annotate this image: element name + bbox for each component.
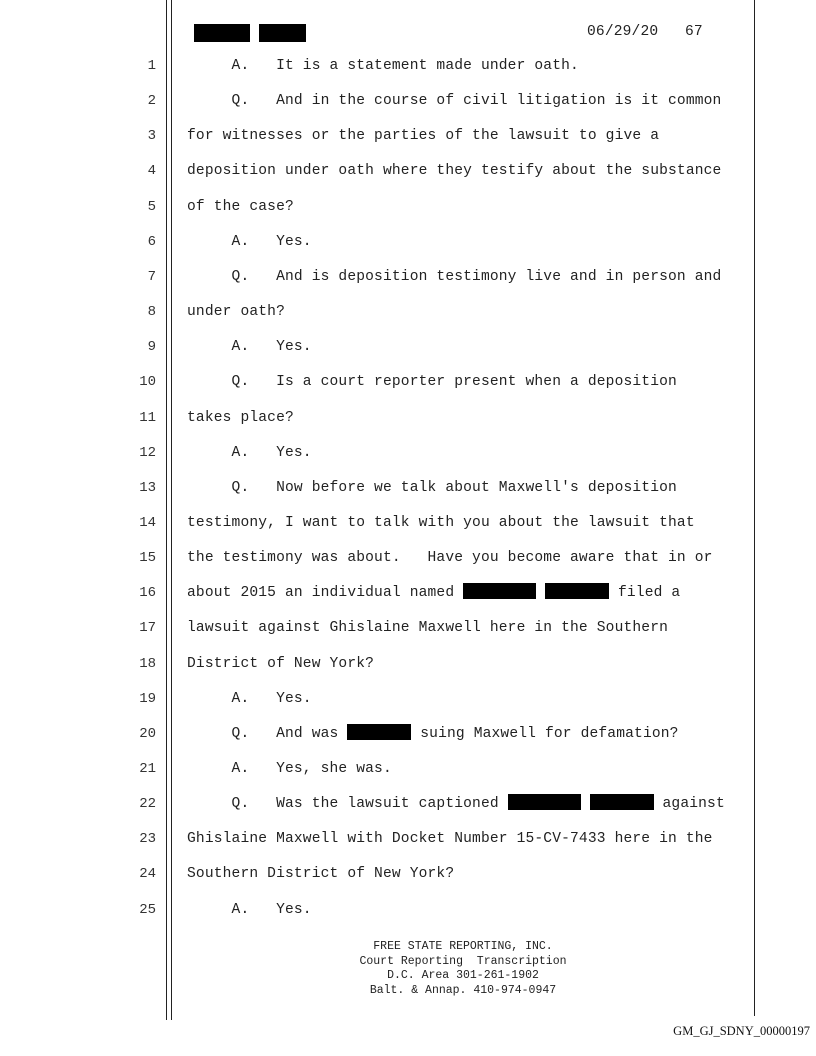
line-number: 10 [139, 374, 156, 390]
transcript-line [187, 337, 312, 357]
line-text-segment: A. Yes. [187, 339, 312, 355]
line-number: 11 [139, 410, 156, 426]
line-text-segment: Q. And is deposition testimony live and in person and [187, 269, 722, 285]
line-number: 8 [147, 304, 156, 320]
redaction-box [508, 794, 581, 810]
line-number: 12 [139, 445, 156, 461]
line-text-segment: A. It is a statement made under oath. [187, 58, 579, 74]
transcript-line [187, 689, 312, 709]
line-text-segment: Ghislaine Maxwell with Docket Number 15-CV-7433 here in the [187, 831, 713, 847]
transcript-line [187, 408, 294, 428]
transcript-line [187, 759, 392, 779]
line-text-segment: District of New York? [187, 656, 375, 672]
line-text-segment: A. Yes. [187, 691, 312, 707]
footer-balt-phone: Balt. & Annap. 410-974-0947 [369, 983, 557, 997]
line-text-segment: A. Yes. [187, 902, 312, 918]
redaction-box [545, 583, 609, 599]
transcript-line [187, 443, 312, 463]
line-number: 25 [139, 902, 156, 918]
line-text-segment: Q. And in the course of civil litigation is it common [187, 93, 722, 109]
left-margin-rule-outer [166, 0, 167, 1020]
line-number: 17 [139, 620, 156, 636]
line-number: 22 [139, 796, 156, 812]
line-text-segment: for witnesses or the parties of the lawsuit to give a [187, 128, 660, 144]
line-text-segment: suing Maxwell for defamation? [411, 726, 679, 742]
line-text-segment: testimony, I want to talk with you about the lawsuit that [187, 515, 695, 531]
transcript-line [187, 232, 312, 252]
transcript-line [187, 654, 374, 674]
line-text-segment: about 2015 an individual named [187, 585, 464, 601]
line-text-segment: takes place? [187, 410, 294, 426]
line-number: 6 [147, 234, 156, 250]
line-text-segment: Southern District of New York? [187, 866, 455, 882]
transcript-line [187, 829, 713, 849]
transcript-line [187, 513, 695, 533]
transcript-line [187, 548, 713, 568]
line-number: 20 [139, 726, 156, 742]
header-date: 06/29/20 [587, 24, 659, 40]
transcript-line [187, 56, 579, 76]
line-number: 24 [139, 866, 156, 882]
footer-dc-phone: D.C. Area 301-261-1902 [387, 969, 539, 982]
transcript-line [187, 372, 677, 392]
transcript-line [187, 302, 285, 322]
footer-company: FREE STATE REPORTING, INC. [373, 940, 553, 953]
redaction-box [463, 583, 536, 599]
transcript-line [187, 267, 721, 287]
transcript-line [187, 618, 668, 638]
line-text-segment: Q. Now before we talk about Maxwell's deposition [187, 480, 677, 496]
line-number: 16 [139, 585, 156, 601]
line-text-segment: the testimony was about. Have you become aware that in or [187, 550, 713, 566]
line-number: 2 [147, 93, 156, 109]
line-number: 13 [139, 480, 156, 496]
footer-service: Court Reporting Transcription [359, 954, 567, 968]
line-number: 4 [147, 163, 156, 179]
transcript-line [187, 900, 312, 920]
line-number: 7 [147, 269, 156, 285]
line-text-segment: A. Yes, she was. [187, 761, 392, 777]
line-number: 15 [139, 550, 156, 566]
line-text-segment: of the case? [187, 199, 294, 215]
redaction-box [590, 794, 654, 810]
line-number: 19 [139, 691, 156, 707]
line-text-segment: Q. Was the lawsuit captioned [187, 796, 508, 812]
line-text-segment: filed a [609, 585, 681, 601]
footer-reporter-block [290, 940, 636, 998]
line-number: 23 [139, 831, 156, 847]
transcript-line [187, 478, 677, 498]
left-margin-rule-inner [171, 0, 172, 1020]
line-text-segment: Q. Is a court reporter present when a deposition [187, 374, 677, 390]
header-redaction-1 [194, 24, 250, 42]
line-text-segment [536, 585, 545, 601]
redaction-box [347, 724, 411, 740]
line-text-segment: A. Yes. [187, 234, 312, 250]
header-redaction-2 [259, 24, 306, 42]
transcript-line [187, 864, 454, 884]
line-text-segment: lawsuit against Ghislaine Maxwell here in the Southern [187, 620, 669, 636]
line-number: 14 [139, 515, 156, 531]
line-number: 3 [147, 128, 156, 144]
bates-number: GM_GJ_SDNY_00000197 [673, 1024, 810, 1038]
line-text-segment: A. Yes. [187, 445, 312, 461]
line-text-segment [581, 796, 590, 812]
transcript-line [187, 724, 679, 744]
line-number: 5 [147, 199, 156, 215]
header-page-number: 67 [685, 24, 703, 40]
transcript-line [187, 91, 721, 111]
right-margin-rule [754, 0, 755, 1016]
line-number: 18 [139, 656, 156, 672]
line-number: 21 [139, 761, 156, 777]
line-text-segment: against [653, 796, 725, 812]
transcript-line [187, 126, 659, 146]
transcript-line [187, 583, 680, 603]
line-text-segment: Q. And was [187, 726, 348, 742]
header-date-page [587, 22, 703, 42]
transcript-line [187, 794, 725, 814]
line-text-segment: deposition under oath where they testify about the substance [187, 163, 722, 179]
line-number: 9 [147, 339, 156, 355]
transcript-line [187, 161, 721, 181]
transcript-line [187, 197, 294, 217]
line-number: 1 [147, 58, 156, 74]
line-text-segment: under oath? [187, 304, 285, 320]
